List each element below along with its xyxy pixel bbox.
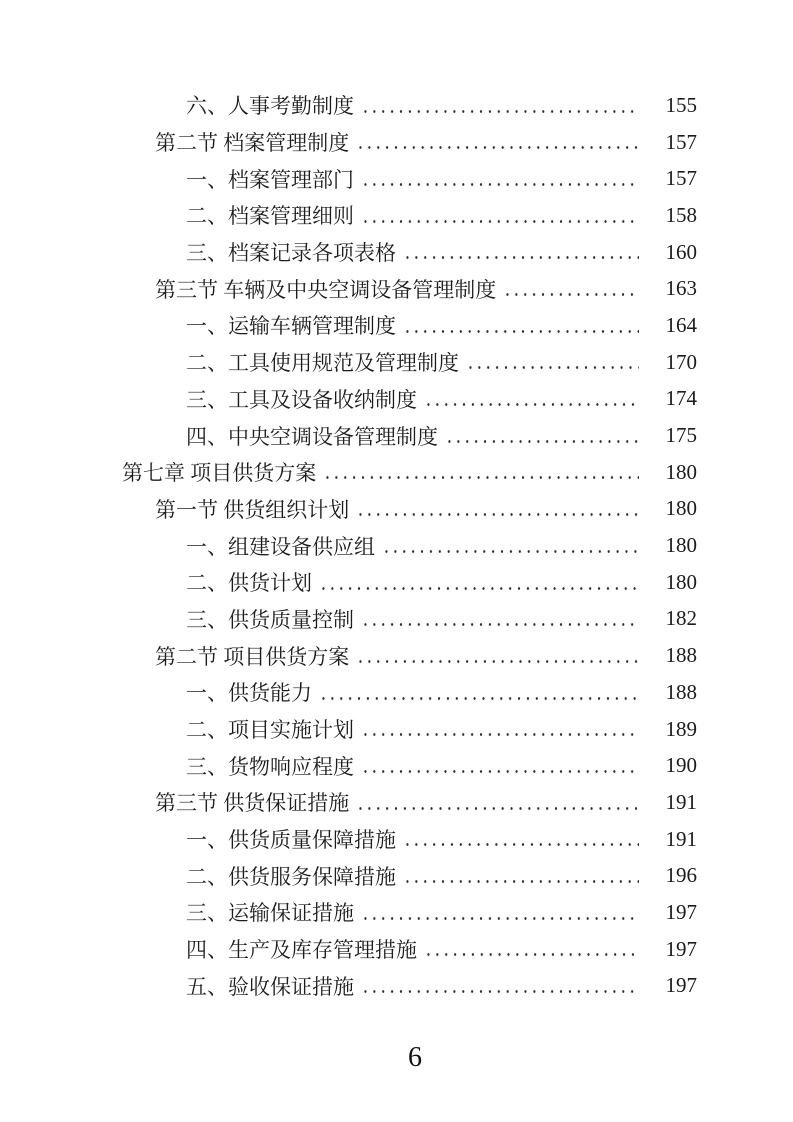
toc-entry-page-number: 191 bbox=[665, 826, 697, 851]
toc-entry-title: 四、中央空调设备管理制度 bbox=[186, 424, 438, 449]
toc-entry-page-number: 197 bbox=[665, 973, 697, 998]
toc-entry[interactable] bbox=[122, 894, 697, 931]
toc-entry-page-number: 180 bbox=[665, 496, 697, 521]
dot-leader bbox=[354, 637, 639, 674]
toc-entry[interactable] bbox=[122, 344, 697, 381]
toc-entry-title: 三、运输保证措施 bbox=[186, 901, 354, 926]
toc-entry-title: 第三节 车辆及中央空调设备管理制度 bbox=[155, 277, 497, 302]
toc-entry[interactable] bbox=[122, 931, 697, 968]
toc-entry-page-number: 155 bbox=[665, 92, 697, 117]
toc-entry-page-number: 190 bbox=[665, 753, 697, 778]
toc-entry-title: 第一节 供货组织计划 bbox=[155, 497, 350, 522]
toc-entry-page-number: 160 bbox=[665, 239, 697, 264]
toc-entry[interactable] bbox=[122, 674, 697, 711]
toc-entry-page-number: 188 bbox=[665, 643, 697, 668]
toc-entry[interactable] bbox=[122, 784, 697, 821]
dot-leader bbox=[401, 821, 639, 858]
toc-entry-title: 第七章 项目供货方案 bbox=[122, 461, 317, 486]
toc-entry[interactable] bbox=[122, 564, 697, 601]
toc-entry[interactable] bbox=[122, 124, 697, 161]
toc-entry-title: 第三节 供货保证措施 bbox=[155, 791, 350, 816]
dot-leader bbox=[359, 160, 639, 197]
dot-leader bbox=[317, 674, 639, 711]
toc-entry[interactable] bbox=[122, 747, 697, 784]
dot-leader bbox=[401, 307, 639, 344]
toc-entry[interactable] bbox=[122, 307, 697, 344]
toc-entry[interactable] bbox=[122, 491, 697, 528]
toc-entry[interactable] bbox=[122, 601, 697, 638]
toc-entry-page-number: 163 bbox=[665, 276, 697, 301]
toc-entry-title: 第二节 档案管理制度 bbox=[155, 131, 350, 156]
dot-leader bbox=[422, 381, 639, 418]
toc-entry-page-number: 197 bbox=[665, 936, 697, 961]
toc-entry-page-number: 174 bbox=[665, 386, 697, 411]
dot-leader bbox=[443, 417, 639, 454]
toc-entry-page-number: 180 bbox=[665, 459, 697, 484]
toc-entry-title: 二、供货计划 bbox=[186, 571, 312, 596]
dot-leader bbox=[501, 270, 639, 307]
toc-entry-page-number: 158 bbox=[665, 202, 697, 227]
toc-entry-title: 三、货物响应程度 bbox=[186, 754, 354, 779]
toc-entry-page-number: 157 bbox=[665, 166, 697, 191]
toc-entry-title: 一、档案管理部门 bbox=[186, 167, 354, 192]
toc-entry-page-number: 182 bbox=[665, 606, 697, 631]
toc-entry-title: 四、生产及库存管理措施 bbox=[186, 938, 417, 963]
toc-entry-title: 二、工具使用规范及管理制度 bbox=[186, 351, 459, 376]
toc-entry[interactable] bbox=[122, 417, 697, 454]
toc-entry-title: 一、组建设备供应组 bbox=[186, 534, 375, 559]
dot-leader bbox=[359, 968, 639, 1005]
toc-entry[interactable] bbox=[122, 197, 697, 234]
dot-leader bbox=[359, 87, 639, 124]
dot-leader bbox=[359, 711, 639, 748]
dot-leader bbox=[359, 894, 639, 931]
dot-leader bbox=[317, 564, 639, 601]
toc-entry-title: 六、人事考勤制度 bbox=[186, 94, 354, 119]
dot-leader bbox=[464, 344, 639, 381]
table-of-contents bbox=[122, 87, 697, 1004]
dot-leader bbox=[359, 601, 639, 638]
toc-entry-page-number: 189 bbox=[665, 716, 697, 741]
dot-leader bbox=[401, 857, 639, 894]
toc-entry-page-number: 188 bbox=[665, 679, 697, 704]
toc-entry-page-number: 175 bbox=[665, 423, 697, 448]
toc-entry-page-number: 196 bbox=[665, 863, 697, 888]
toc-entry-page-number: 157 bbox=[665, 129, 697, 154]
toc-entry-title: 三、档案记录各项表格 bbox=[186, 241, 396, 266]
dot-leader bbox=[354, 491, 639, 528]
dot-leader bbox=[359, 197, 639, 234]
toc-entry-title: 第二节 项目供货方案 bbox=[155, 644, 350, 669]
toc-entry-page-number: 164 bbox=[665, 312, 697, 337]
toc-entry-title: 五、验收保证措施 bbox=[186, 974, 354, 999]
toc-entry-title: 二、项目实施计划 bbox=[186, 718, 354, 743]
dot-leader bbox=[321, 454, 639, 491]
toc-entry-page-number: 197 bbox=[665, 899, 697, 924]
toc-entry[interactable] bbox=[122, 968, 697, 1005]
toc-entry-title: 二、供货服务保障措施 bbox=[186, 864, 396, 889]
toc-entry[interactable] bbox=[122, 234, 697, 271]
toc-entry[interactable] bbox=[122, 454, 697, 491]
toc-entry-page-number: 180 bbox=[665, 569, 697, 594]
toc-entry[interactable] bbox=[122, 87, 697, 124]
toc-entry[interactable] bbox=[122, 270, 697, 307]
dot-leader bbox=[354, 784, 639, 821]
toc-entry-page-number: 180 bbox=[665, 533, 697, 558]
toc-entry-title: 三、供货质量控制 bbox=[186, 607, 354, 632]
dot-leader bbox=[401, 234, 639, 271]
toc-entry-title: 一、供货质量保障措施 bbox=[186, 828, 396, 853]
toc-entry-title: 一、运输车辆管理制度 bbox=[186, 314, 396, 339]
dot-leader bbox=[380, 527, 639, 564]
toc-entry[interactable] bbox=[122, 381, 697, 418]
toc-entry-page-number: 170 bbox=[665, 349, 697, 374]
toc-entry-title: 二、档案管理细则 bbox=[186, 204, 354, 229]
page-footer-number: 6 bbox=[408, 1042, 422, 1073]
toc-entry[interactable] bbox=[122, 527, 697, 564]
toc-entry-title: 一、供货能力 bbox=[186, 681, 312, 706]
toc-entry-title: 三、工具及设备收纳制度 bbox=[186, 387, 417, 412]
toc-entry[interactable] bbox=[122, 857, 697, 894]
toc-entry[interactable] bbox=[122, 637, 697, 674]
toc-entry[interactable] bbox=[122, 821, 697, 858]
dot-leader bbox=[422, 931, 639, 968]
toc-entry[interactable] bbox=[122, 160, 697, 197]
dot-leader bbox=[354, 124, 639, 161]
toc-entry-page-number: 191 bbox=[665, 789, 697, 814]
dot-leader bbox=[359, 747, 639, 784]
toc-entry[interactable] bbox=[122, 711, 697, 748]
